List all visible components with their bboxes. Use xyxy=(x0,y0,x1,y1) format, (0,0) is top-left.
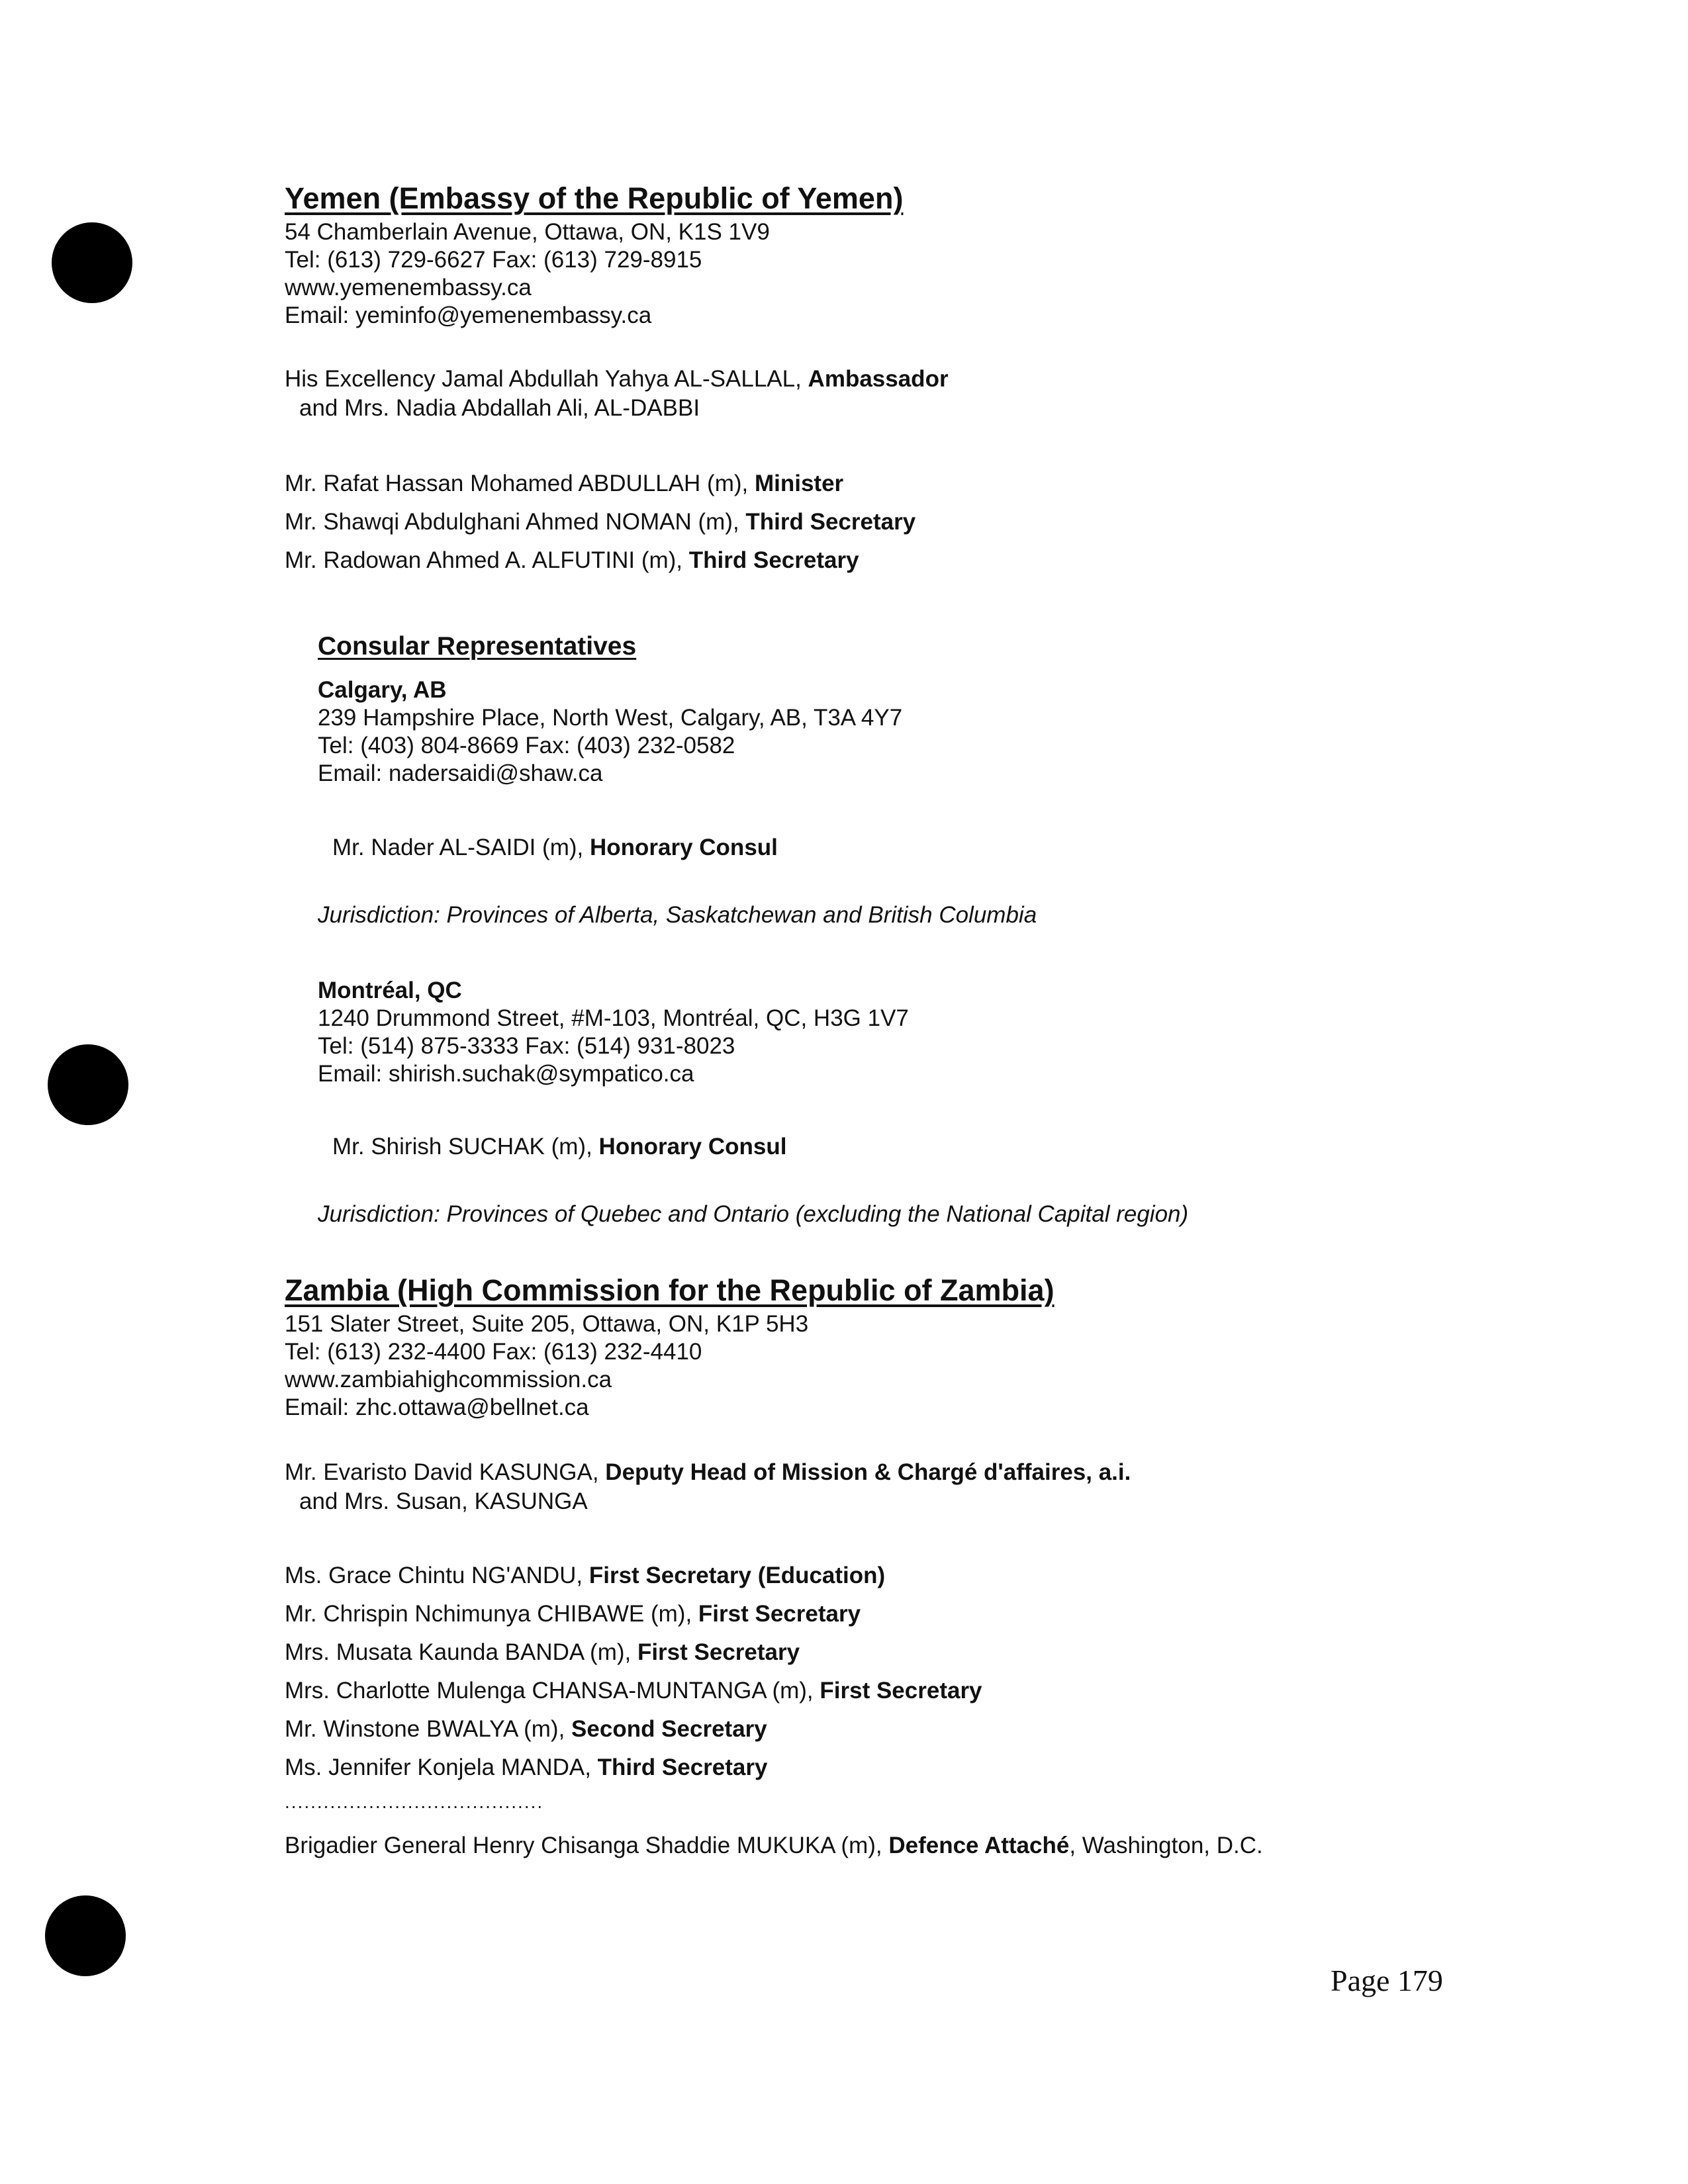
person-title: First Secretary xyxy=(698,1601,861,1627)
person-name: His Excellency Jamal Abdullah Yahya AL-SALLAL, xyxy=(285,366,808,392)
person-name: Mr. Chrispin Nchimunya CHIBAWE (m), xyxy=(285,1601,698,1627)
staff-entry xyxy=(285,1715,767,1743)
person-title: First Secretary (Education) xyxy=(588,1563,886,1588)
staff-entry xyxy=(285,1639,800,1666)
staff-entry xyxy=(285,547,859,574)
person-title: Minister xyxy=(754,471,844,496)
person-title: Ambassador xyxy=(808,366,949,392)
binder-hole xyxy=(52,222,132,303)
honorary-consul xyxy=(332,834,778,862)
person-name: Mr. Evaristo David KASUNGA, xyxy=(285,1459,606,1485)
person-title: Deputy Head of Mission & Chargé d'affaires, a.i. xyxy=(605,1459,1131,1485)
page-number: Page 179 xyxy=(1331,1964,1443,1997)
staff-entry xyxy=(285,1677,982,1705)
person-name: Ms. Grace Chintu NG'ANDU, xyxy=(285,1563,589,1588)
staff-entry xyxy=(285,1754,767,1782)
person-title: Third Secretary xyxy=(597,1754,768,1780)
person-title: First Secretary xyxy=(820,1678,982,1704)
location-suffix: , Washington, D.C. xyxy=(1069,1833,1263,1858)
staff-entry xyxy=(285,470,843,498)
tel-fax: Tel: (613) 232-4400 Fax: (613) 232-4410 xyxy=(285,1339,702,1365)
person-name: Mrs. Musata Kaunda BANDA (m), xyxy=(285,1639,637,1665)
staff-entry xyxy=(285,508,915,536)
person-name: Mr. Radowan Ahmed A. ALFUTINI (m), xyxy=(285,547,689,573)
person-name: Ms. Jennifer Konjela MANDA, xyxy=(285,1754,598,1780)
person-title: Second Secretary xyxy=(571,1716,767,1742)
email: Email: zhc.ottawa@bellnet.ca xyxy=(285,1394,589,1420)
binder-hole xyxy=(45,1895,126,1976)
person-title: Honorary Consul xyxy=(598,1134,787,1160)
address: 54 Chamberlain Avenue, Ottawa, ON, K1S 1V9 xyxy=(285,219,770,245)
staff-entry xyxy=(285,1562,885,1590)
spouse: and Mrs. Susan, KASUNGA xyxy=(299,1488,588,1514)
staff-entry xyxy=(285,1600,861,1628)
person-title: Third Secretary xyxy=(688,547,859,573)
honorary-consul xyxy=(332,1133,786,1161)
jurisdiction: Jurisdiction: Provinces of Alberta, Saskatchewan and British Columbia xyxy=(318,902,1037,928)
head-of-mission xyxy=(285,1459,1131,1486)
person-title: Defence Attaché xyxy=(888,1833,1070,1858)
person-title: First Secretary xyxy=(637,1639,800,1665)
email: Email: yeminfo@yemenembassy.ca xyxy=(285,302,652,328)
consular-heading: Consular Representatives xyxy=(318,632,637,660)
jurisdiction: Jurisdiction: Provinces of Quebec and Ontario (excluding the National Capital region) xyxy=(318,1201,1189,1227)
non-resident-entry xyxy=(285,1832,1263,1860)
person-title: Honorary Consul xyxy=(589,835,778,860)
person-name: Mr. Rafat Hassan Mohamed ABDULLAH (m), xyxy=(285,471,755,496)
consular-tel-fax: Tel: (514) 875-3333 Fax: (514) 931-8023 xyxy=(318,1033,735,1059)
person-name: Mr. Shawqi Abdulghani Ahmed NOMAN (m), xyxy=(285,509,746,535)
consular-address: 239 Hampshire Place, North West, Calgary, AB, T3A 4Y7 xyxy=(318,705,903,731)
person-title: Third Secretary xyxy=(745,509,916,535)
head-of-mission xyxy=(285,365,949,393)
person-name: Mrs. Charlotte Mulenga CHANSA-MUNTANGA (m), xyxy=(285,1678,820,1704)
website: www.zambiahighcommission.ca xyxy=(285,1367,612,1392)
website: www.yemenembassy.ca xyxy=(285,275,532,300)
address: 151 Slater Street, Suite 205, Ottawa, ON, K1P 5H3 xyxy=(285,1311,809,1337)
spouse: and Mrs. Nadia Abdallah Ali, AL-DABBI xyxy=(299,395,700,421)
consular-city: Calgary, AB xyxy=(318,677,447,703)
consular-city: Montréal, QC xyxy=(318,978,462,1003)
consular-address: 1240 Drummond Street, #M-103, Montréal, QC, H3G 1V7 xyxy=(318,1005,909,1031)
consular-email: Email: shirish.suchak@sympatico.ca xyxy=(318,1061,694,1087)
binder-hole xyxy=(48,1044,128,1125)
consular-email: Email: nadersaidi@shaw.ca xyxy=(318,760,603,786)
person-name: Mr. Shirish SUCHAK (m), xyxy=(332,1134,599,1160)
person-name: Mr. Nader AL-SAIDI (m), xyxy=(332,835,590,860)
dotted-separator: ........................................ xyxy=(285,1792,544,1812)
country-heading: Yemen (Embassy of the Republic of Yemen) xyxy=(285,181,904,215)
person-name: Mr. Winstone BWALYA (m), xyxy=(285,1716,572,1742)
tel-fax: Tel: (613) 729-6627 Fax: (613) 729-8915 xyxy=(285,247,702,273)
person-name: Brigadier General Henry Chisanga Shaddie MUKUKA (m), xyxy=(285,1833,889,1858)
consular-tel-fax: Tel: (403) 804-8669 Fax: (403) 232-0582 xyxy=(318,733,735,758)
country-heading: Zambia (High Commission for the Republic of Zambia) xyxy=(285,1273,1055,1307)
